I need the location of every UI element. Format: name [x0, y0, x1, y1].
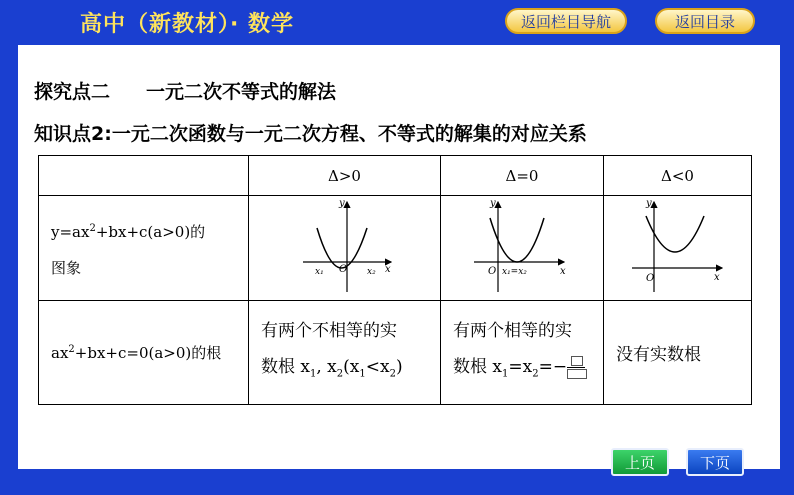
cell-text: 数根 $x_1$, $x_2(x_1<x_2)$ — [261, 356, 403, 380]
table-header-cell: Δ>0 — [249, 156, 441, 196]
row-label-roots — [39, 301, 249, 405]
content-panel — [18, 45, 780, 469]
root-x2-label: x₂ — [366, 267, 376, 277]
x-axis-label: x — [384, 264, 391, 275]
roots-cell-delta-positive — [249, 301, 441, 405]
origin-label: O — [645, 273, 654, 284]
next-page-button[interactable]: 下页 — [686, 448, 744, 476]
explore-point: 探究点二 — [34, 81, 111, 103]
parabola-two-roots-graph — [295, 196, 395, 296]
double-root-label: x₁=x₂ — [502, 267, 527, 277]
graph-cell-delta-zero — [441, 196, 604, 301]
origin-label: O — [488, 266, 497, 277]
table-row-roots — [39, 301, 752, 405]
y-axis-label: y — [338, 198, 345, 209]
root-x1-label: x₁ — [314, 267, 324, 277]
table-header-cell — [39, 156, 249, 196]
label-sup: 2 — [89, 222, 96, 234]
correspondence-table — [38, 155, 752, 405]
graph-cell-delta-negative — [604, 196, 752, 301]
table-header-cell: Δ<0 — [604, 156, 752, 196]
label-text: ax — [51, 344, 69, 362]
cell-text: 有两个不相等的实 — [261, 320, 397, 341]
table-header-row — [39, 156, 752, 196]
label-sup: 2 — [68, 344, 75, 355]
table-header-cell: Δ=0 — [441, 156, 604, 196]
y-axis-label: y — [645, 198, 652, 209]
header-title: 高中（新教材）· 数学 — [80, 12, 295, 37]
graph-cell-delta-positive — [249, 196, 441, 301]
explore-heading — [34, 77, 336, 104]
label-text: +bx+c=0(a>0)的根 — [74, 344, 222, 362]
parabola-no-root-graph — [628, 196, 728, 296]
cell-text: 有两个相等的实 — [453, 320, 572, 341]
parabola-one-root-graph — [472, 196, 572, 296]
label-text: 图象 — [51, 258, 82, 277]
origin-label: O — [338, 264, 347, 275]
prev-page-button[interactable]: 上页 — [611, 448, 669, 476]
y-axis-label: y — [490, 198, 496, 209]
label-text: y=ax — [51, 222, 90, 241]
label-text: +bx+c(a>0)的 — [95, 222, 206, 241]
fraction-placeholder-icon — [567, 356, 587, 379]
roots-cell-delta-negative: 没有实数根 — [604, 301, 752, 405]
x-axis-label: x — [713, 272, 720, 283]
explore-title: 一元二次不等式的解法 — [146, 81, 337, 103]
knowledge-heading: 知识点2:一元二次函数与一元二次方程、不等式的解集的对应关系 — [34, 123, 587, 145]
roots-cell-delta-zero — [441, 301, 604, 405]
x-axis-label: x — [560, 266, 566, 277]
cell-text: 数根 $x_1=x_2=-$ — [453, 349, 603, 392]
table-row-graph — [39, 196, 752, 301]
back-to-menu-button[interactable]: 返回目录 — [655, 8, 755, 34]
row-label-graph — [39, 196, 249, 301]
back-to-section-button[interactable]: 返回栏目导航 — [505, 8, 627, 34]
